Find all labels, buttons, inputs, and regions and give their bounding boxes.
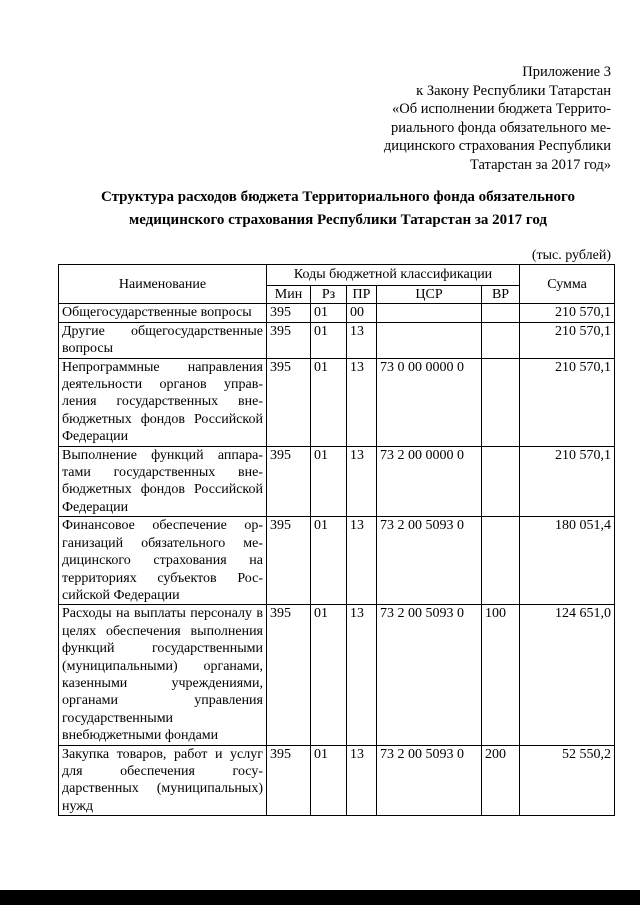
row-rz: 01 [311, 322, 347, 358]
header-sum: Сумма [520, 265, 615, 304]
header-row [59, 265, 615, 286]
row-csr: 73 2 00 0000 0 [377, 446, 482, 517]
header-pr: ПР [347, 286, 377, 304]
row-sum: 210 570,1 [520, 304, 615, 322]
row-pr: 00 [347, 304, 377, 322]
row-min: 395 [267, 358, 311, 446]
row-min: 395 [267, 446, 311, 517]
row-name: Выполнение функций аппаратами государственных внебюджетных фондов Российской Федерации [59, 446, 267, 517]
appendix-line: Татарстан за 2017 год» [470, 156, 611, 173]
row-sum: 210 570,1 [520, 446, 615, 517]
table-row [59, 745, 615, 816]
budget-table [58, 264, 615, 816]
header-rz: Рз [311, 286, 347, 304]
table-row [59, 304, 615, 322]
row-csr [377, 304, 482, 322]
appendix-line: дицинского страхования Республики [383, 138, 611, 154]
row-rz: 01 [311, 745, 347, 816]
row-sum: 124 651,0 [520, 605, 615, 745]
header-vr: ВР [482, 286, 520, 304]
row-sum: 180 051,4 [520, 517, 615, 605]
row-name: Расходы на выплаты персоналу в целях обеспечения выполнения функций государственными (муниципальными) органами, казенными учреждениями, органами управления государственными внебюджетными фондами [59, 605, 267, 745]
header-min: Мин [267, 286, 311, 304]
row-vr: 100 [482, 605, 520, 745]
header-codes: Коды бюджетной классификации [267, 265, 520, 286]
row-csr: 73 2 00 5093 0 [377, 517, 482, 605]
scan-edge-bar [0, 890, 640, 905]
table-row [59, 446, 615, 517]
units-label: (тыс. рублей) [531, 248, 611, 263]
row-min: 395 [267, 517, 311, 605]
table-row [59, 322, 615, 358]
row-rz: 01 [311, 517, 347, 605]
row-name: Общегосударственные вопросы [59, 304, 267, 322]
document-title [60, 186, 616, 232]
appendix-line: к Закону Республики Татарстан [416, 82, 611, 99]
row-sum: 52 550,2 [520, 745, 615, 816]
row-vr [482, 358, 520, 446]
row-csr: 73 2 00 5093 0 [377, 745, 482, 816]
row-rz: 01 [311, 304, 347, 322]
row-min: 395 [267, 745, 311, 816]
row-vr [482, 517, 520, 605]
row-pr: 13 [347, 446, 377, 517]
row-sum: 210 570,1 [520, 358, 615, 446]
appendix-note [384, 63, 611, 174]
row-pr: 13 [347, 517, 377, 605]
row-pr: 13 [347, 605, 377, 745]
row-min: 395 [267, 304, 311, 322]
row-vr [482, 446, 520, 517]
appendix-line: риального фонда обязательного ме- [391, 119, 611, 136]
row-vr [482, 322, 520, 358]
row-pr: 13 [347, 358, 377, 446]
row-name: Закупка товаров, работ и услуг для обеспечения государственных (муниципальных) нужд [59, 745, 267, 816]
header-csr: ЦСР [377, 286, 482, 304]
row-name: Финансовое обеспечение организаций обязательного медицинского страхования на территориях субъектов Российской Федерации [59, 517, 267, 605]
row-rz: 01 [311, 358, 347, 446]
row-sum: 210 570,1 [520, 322, 615, 358]
row-pr: 13 [347, 745, 377, 816]
row-csr [377, 322, 482, 358]
row-pr: 13 [347, 322, 377, 358]
row-min: 395 [267, 322, 311, 358]
table-row [59, 605, 615, 745]
row-name: Непрограммные направления деятельности органов управления государственных внебюджетных фондов Российской Федерации [59, 358, 267, 446]
row-rz: 01 [311, 446, 347, 517]
title-line-1: Структура расходов бюджета Территориального фонда обязательного [100, 189, 575, 205]
row-rz: 01 [311, 605, 347, 745]
row-min: 395 [267, 605, 311, 745]
title-line-2: медицинского страхования Республики Татарстан за 2017 год [129, 212, 547, 228]
row-vr: 200 [482, 745, 520, 816]
table-row [59, 517, 615, 605]
row-vr [482, 304, 520, 322]
table-row [59, 358, 615, 446]
header-name: Наименование [59, 265, 267, 304]
appendix-line: «Об исполнении бюджета Террито- [392, 101, 611, 117]
appendix-line: Приложение 3 [522, 64, 611, 80]
row-csr: 73 2 00 5093 0 [377, 605, 482, 745]
row-name: Другие общегосударственные вопросы [59, 322, 267, 358]
row-csr: 73 0 00 0000 0 [377, 358, 482, 446]
